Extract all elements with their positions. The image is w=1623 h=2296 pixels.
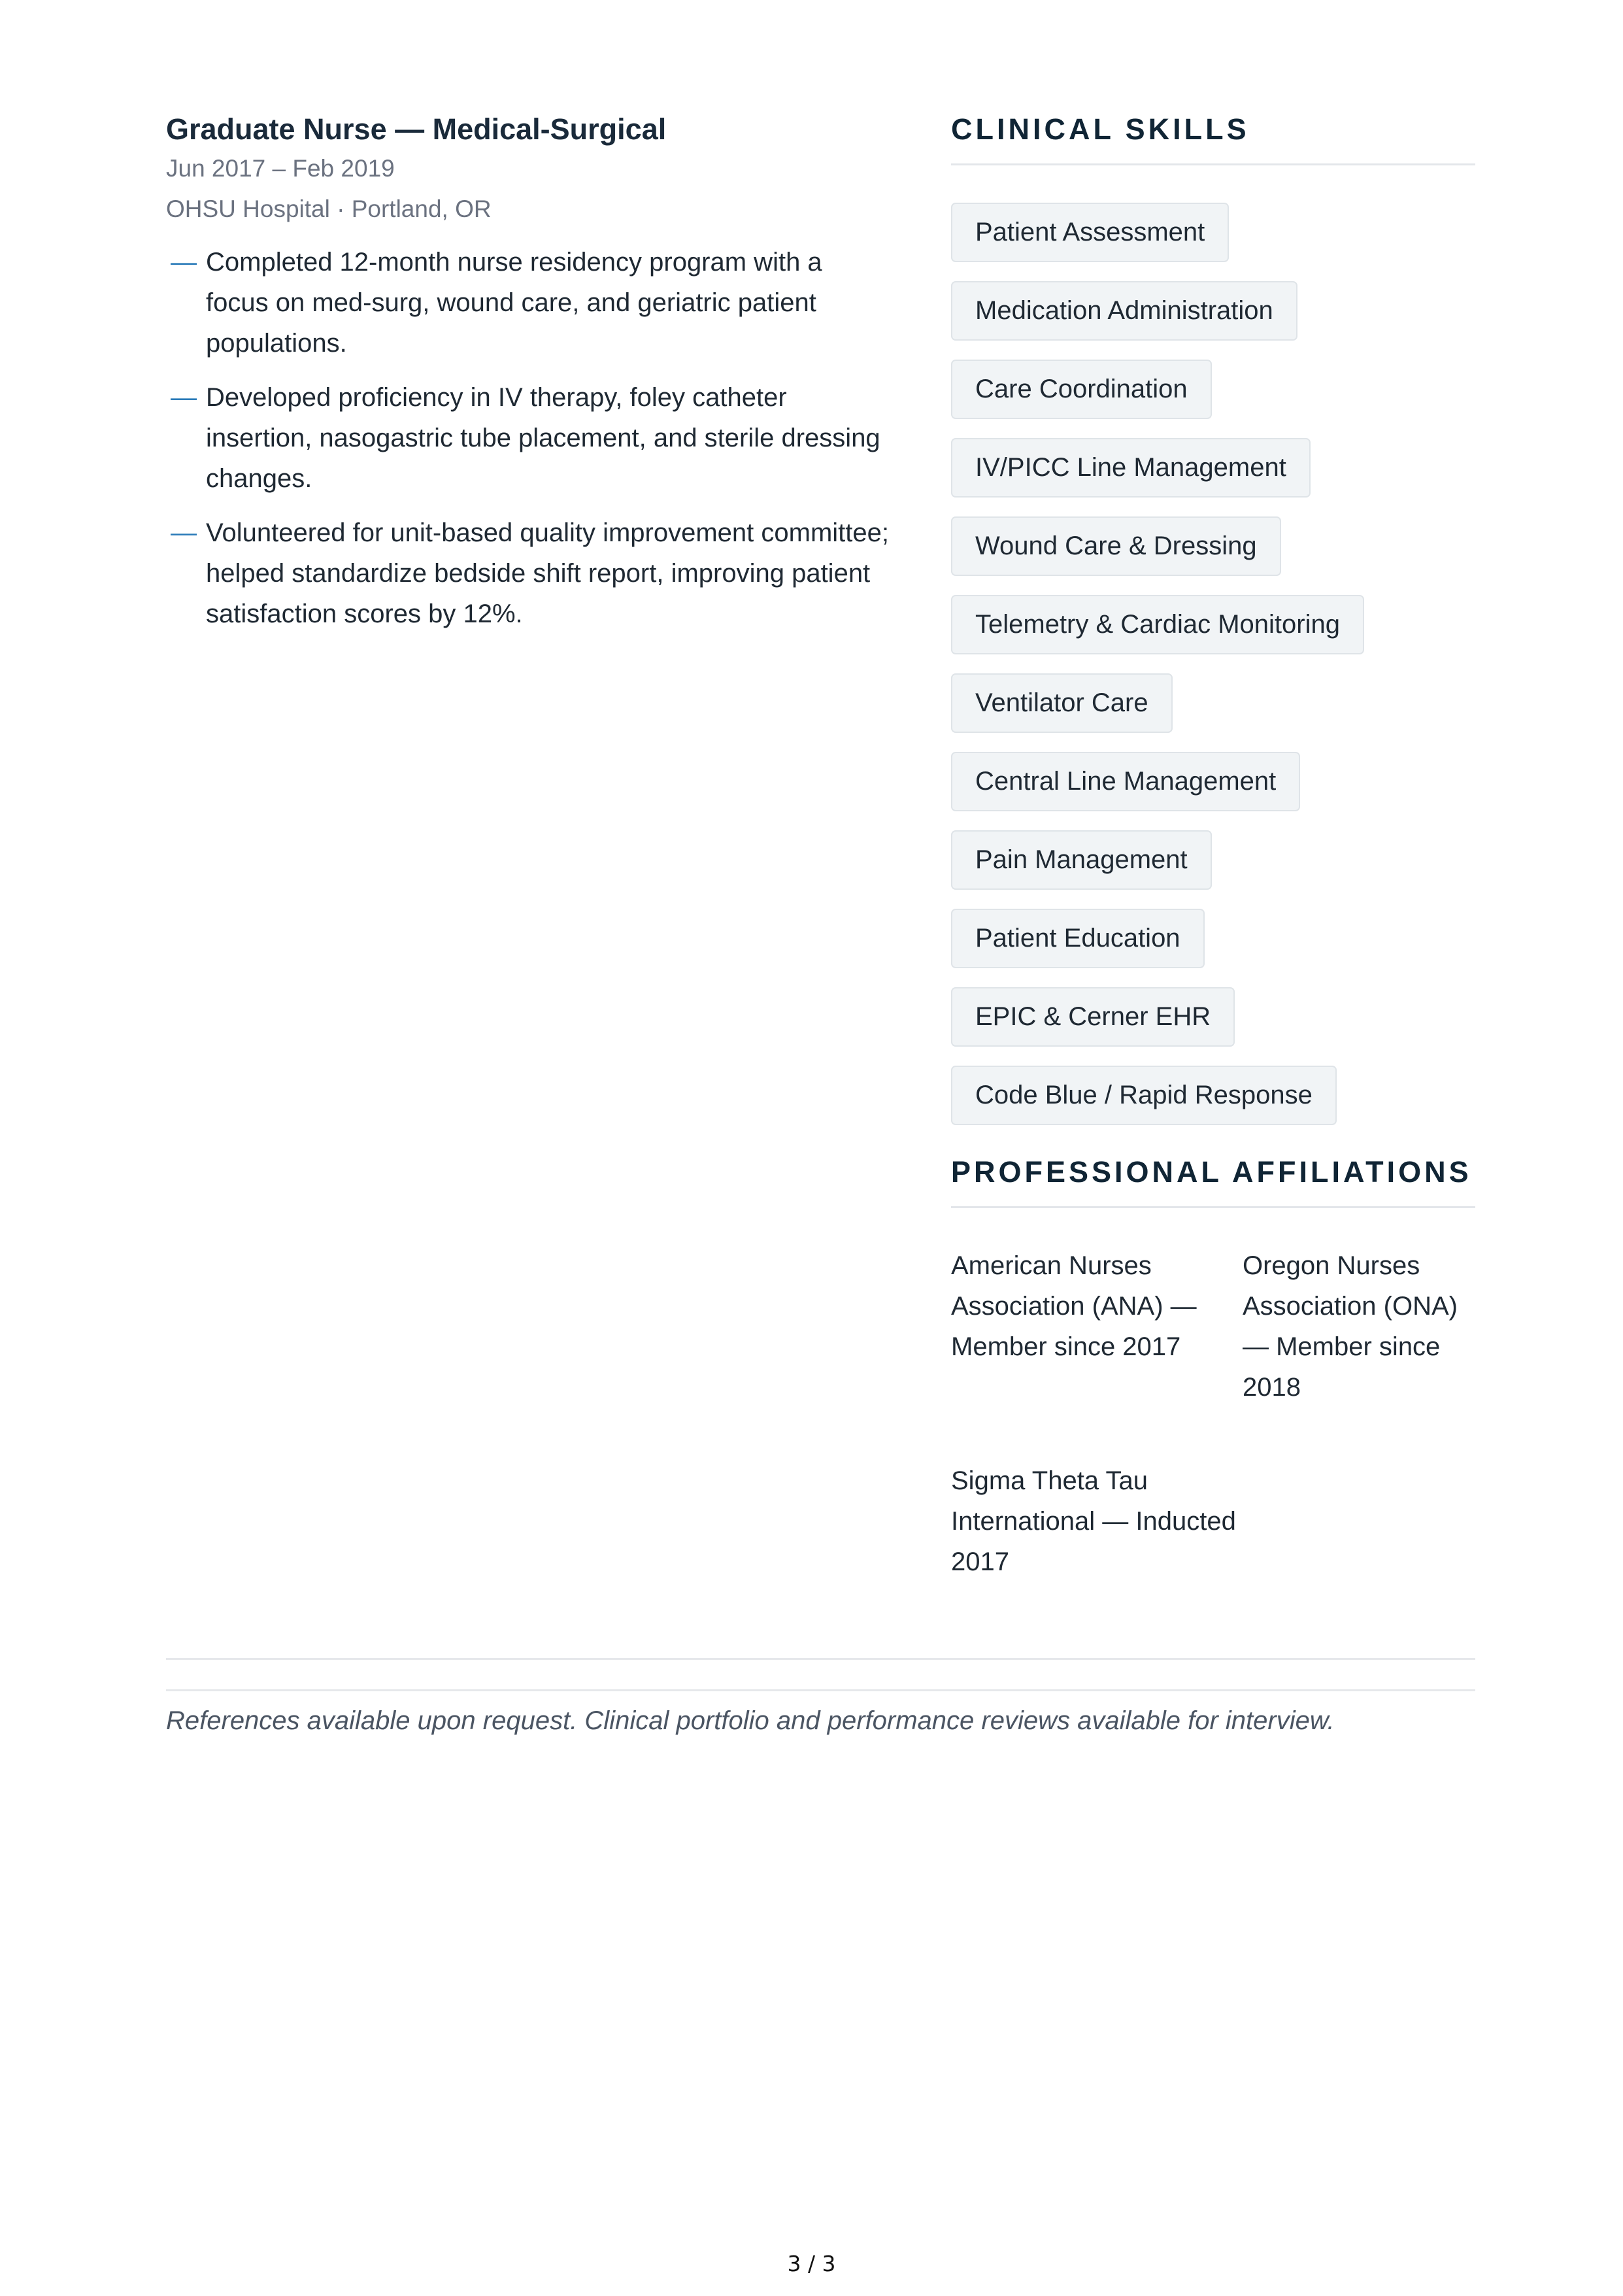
skill-chip: Telemetry & Cardiac Monitoring [951, 595, 1364, 654]
dash-marker: — [171, 383, 197, 412]
skill-chip: Patient Assessment [951, 203, 1229, 262]
affiliations-heading: PROFESSIONAL AFFILIATIONS [951, 1153, 1475, 1208]
bullet-text: Completed 12-month nurse residency program with a focus on med-surg, wound care, and geriatric patient populations. [206, 248, 822, 358]
job-organization: OHSU Hospital · Portland, OR [166, 195, 492, 222]
skill-chip: Ventilator Care [951, 673, 1173, 733]
affiliation-item: Oregon Nurses Association (ONA) — Member since 2018 [1243, 1251, 1458, 1402]
skill-chip: Pain Management [951, 830, 1212, 890]
affiliation-item: Sigma Theta Tau International — Inducted 2017 [951, 1466, 1236, 1576]
job-title: Graduate Nurse — Medical-Surgical [166, 112, 667, 146]
dash-marker: — [171, 248, 197, 277]
job-dates: Jun 2017 – Feb 2019 [166, 155, 395, 182]
affiliation-item: American Nurses Association (ANA) — Member since 2017 [951, 1251, 1197, 1361]
skill-chip: Wound Care & Dressing [951, 516, 1281, 576]
skill-chip: Central Line Management [951, 752, 1300, 811]
skill-chip: Code Blue / Rapid Response [951, 1066, 1337, 1125]
job-bullet [166, 377, 892, 499]
sidebar [951, 110, 1475, 1582]
divider [166, 1658, 1475, 1660]
skill-chip: EPIC & Cerner EHR [951, 987, 1235, 1047]
experience-entry [166, 110, 892, 648]
bullet-text: Volunteered for unit-based quality improvement committee; helped standardize bedside shift report, improving patient satisfaction scores by 12%. [206, 518, 889, 628]
job-bullets [166, 242, 892, 634]
skill-chip: IV/PICC Line Management [951, 438, 1311, 498]
references-note: References available upon request. Clinical portfolio and performance reviews available for interview. [166, 1706, 1335, 1735]
job-bullet [166, 242, 892, 363]
skill-chip: Patient Education [951, 909, 1205, 968]
skill-chip: Care Coordination [951, 360, 1212, 419]
divider [166, 1689, 1475, 1691]
page-number: 3 / 3 [787, 2251, 836, 2276]
affiliations-list [951, 1245, 1475, 1582]
dash-marker: — [171, 518, 197, 547]
clinical-skills-heading: CLINICAL SKILLS [951, 110, 1475, 165]
bullet-text: Developed proficiency in IV therapy, foley catheter insertion, nasogastric tube placement, and sterile dressing changes. [206, 383, 880, 493]
job-bullet [166, 513, 892, 634]
skills-chip-list [951, 203, 1475, 1125]
skill-chip: Medication Administration [951, 281, 1297, 341]
